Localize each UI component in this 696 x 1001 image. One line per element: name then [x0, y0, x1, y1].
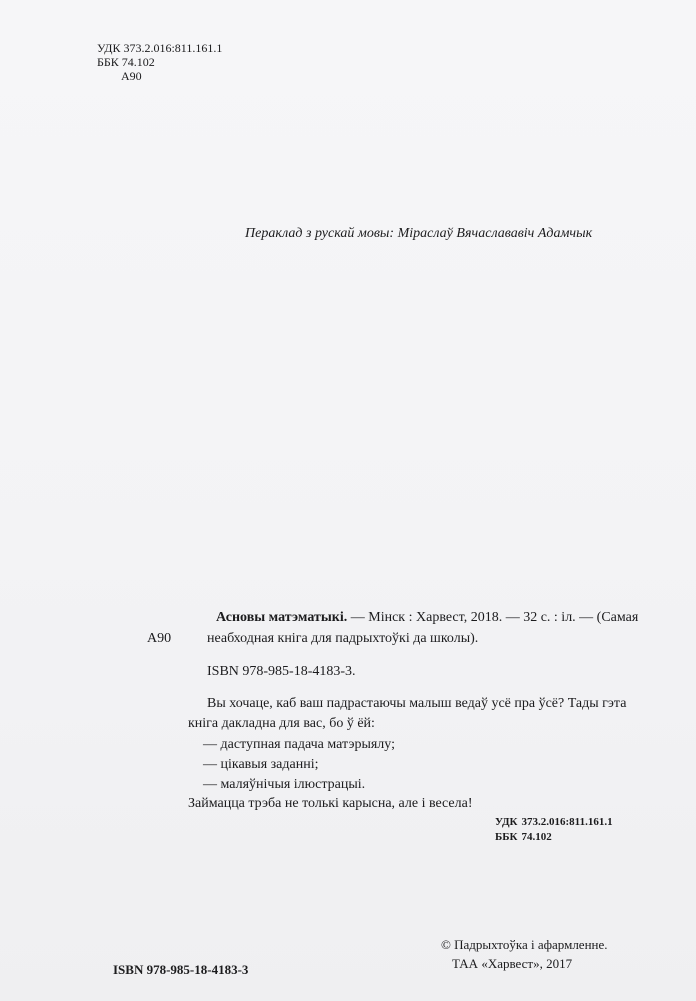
bbk-code: ББК 74.102: [97, 55, 155, 69]
author-mark: А90: [121, 69, 142, 83]
copyright-line-2: ТАА «Харвест», 2017: [452, 956, 573, 971]
description-line: — цікавыя заданні;: [203, 757, 319, 772]
copyright-line-1: © Падрыхтоўка і афармленне.: [441, 937, 608, 952]
bottom-classification-codes: [495, 815, 613, 845]
bibliographic-line-2: неабходная кніга для падрыхтоўкі да школы).: [207, 631, 479, 646]
translator-note: Пераклад з рускай мовы: Міраслаў Вячаслававіч Адамчык: [245, 226, 593, 241]
description-line: Займацца трэба не толькі карысна, але і весела!: [188, 796, 473, 811]
bibliographic-line-1: [216, 608, 638, 627]
udk-code: УДК 373.2.016:811.161.1: [97, 41, 223, 55]
copyright-notice: [441, 935, 608, 973]
isbn-annotation: ISBN 978-985-18-4183-3.: [207, 664, 356, 679]
description-line: кніга дакладна для вас, бо ў ёй:: [188, 716, 375, 731]
annotation-author-mark: А90: [147, 631, 172, 646]
bibliographic-details: — Мінск : Харвест, 2018. — 32 с. : іл. — (Самая: [347, 610, 639, 625]
top-classification-codes: [97, 41, 222, 83]
description-line: — маляўнічыя ілюстрацыі.: [203, 777, 366, 792]
book-title: Асновы матэматыкі.: [216, 610, 348, 625]
description-line: Вы хочаце, каб ваш падрастаючы малыш ведаў усё пра ўсё? Тады гэта: [207, 696, 627, 711]
description-line: — даступная падача матэрыялу;: [203, 737, 395, 752]
bbk-code-bottom: ББК 74.102: [495, 831, 552, 843]
isbn-bottom: ISBN 978-985-18-4183-3: [113, 962, 249, 977]
udk-code-bottom: УДК 373.2.016:811.161.1: [495, 816, 613, 828]
